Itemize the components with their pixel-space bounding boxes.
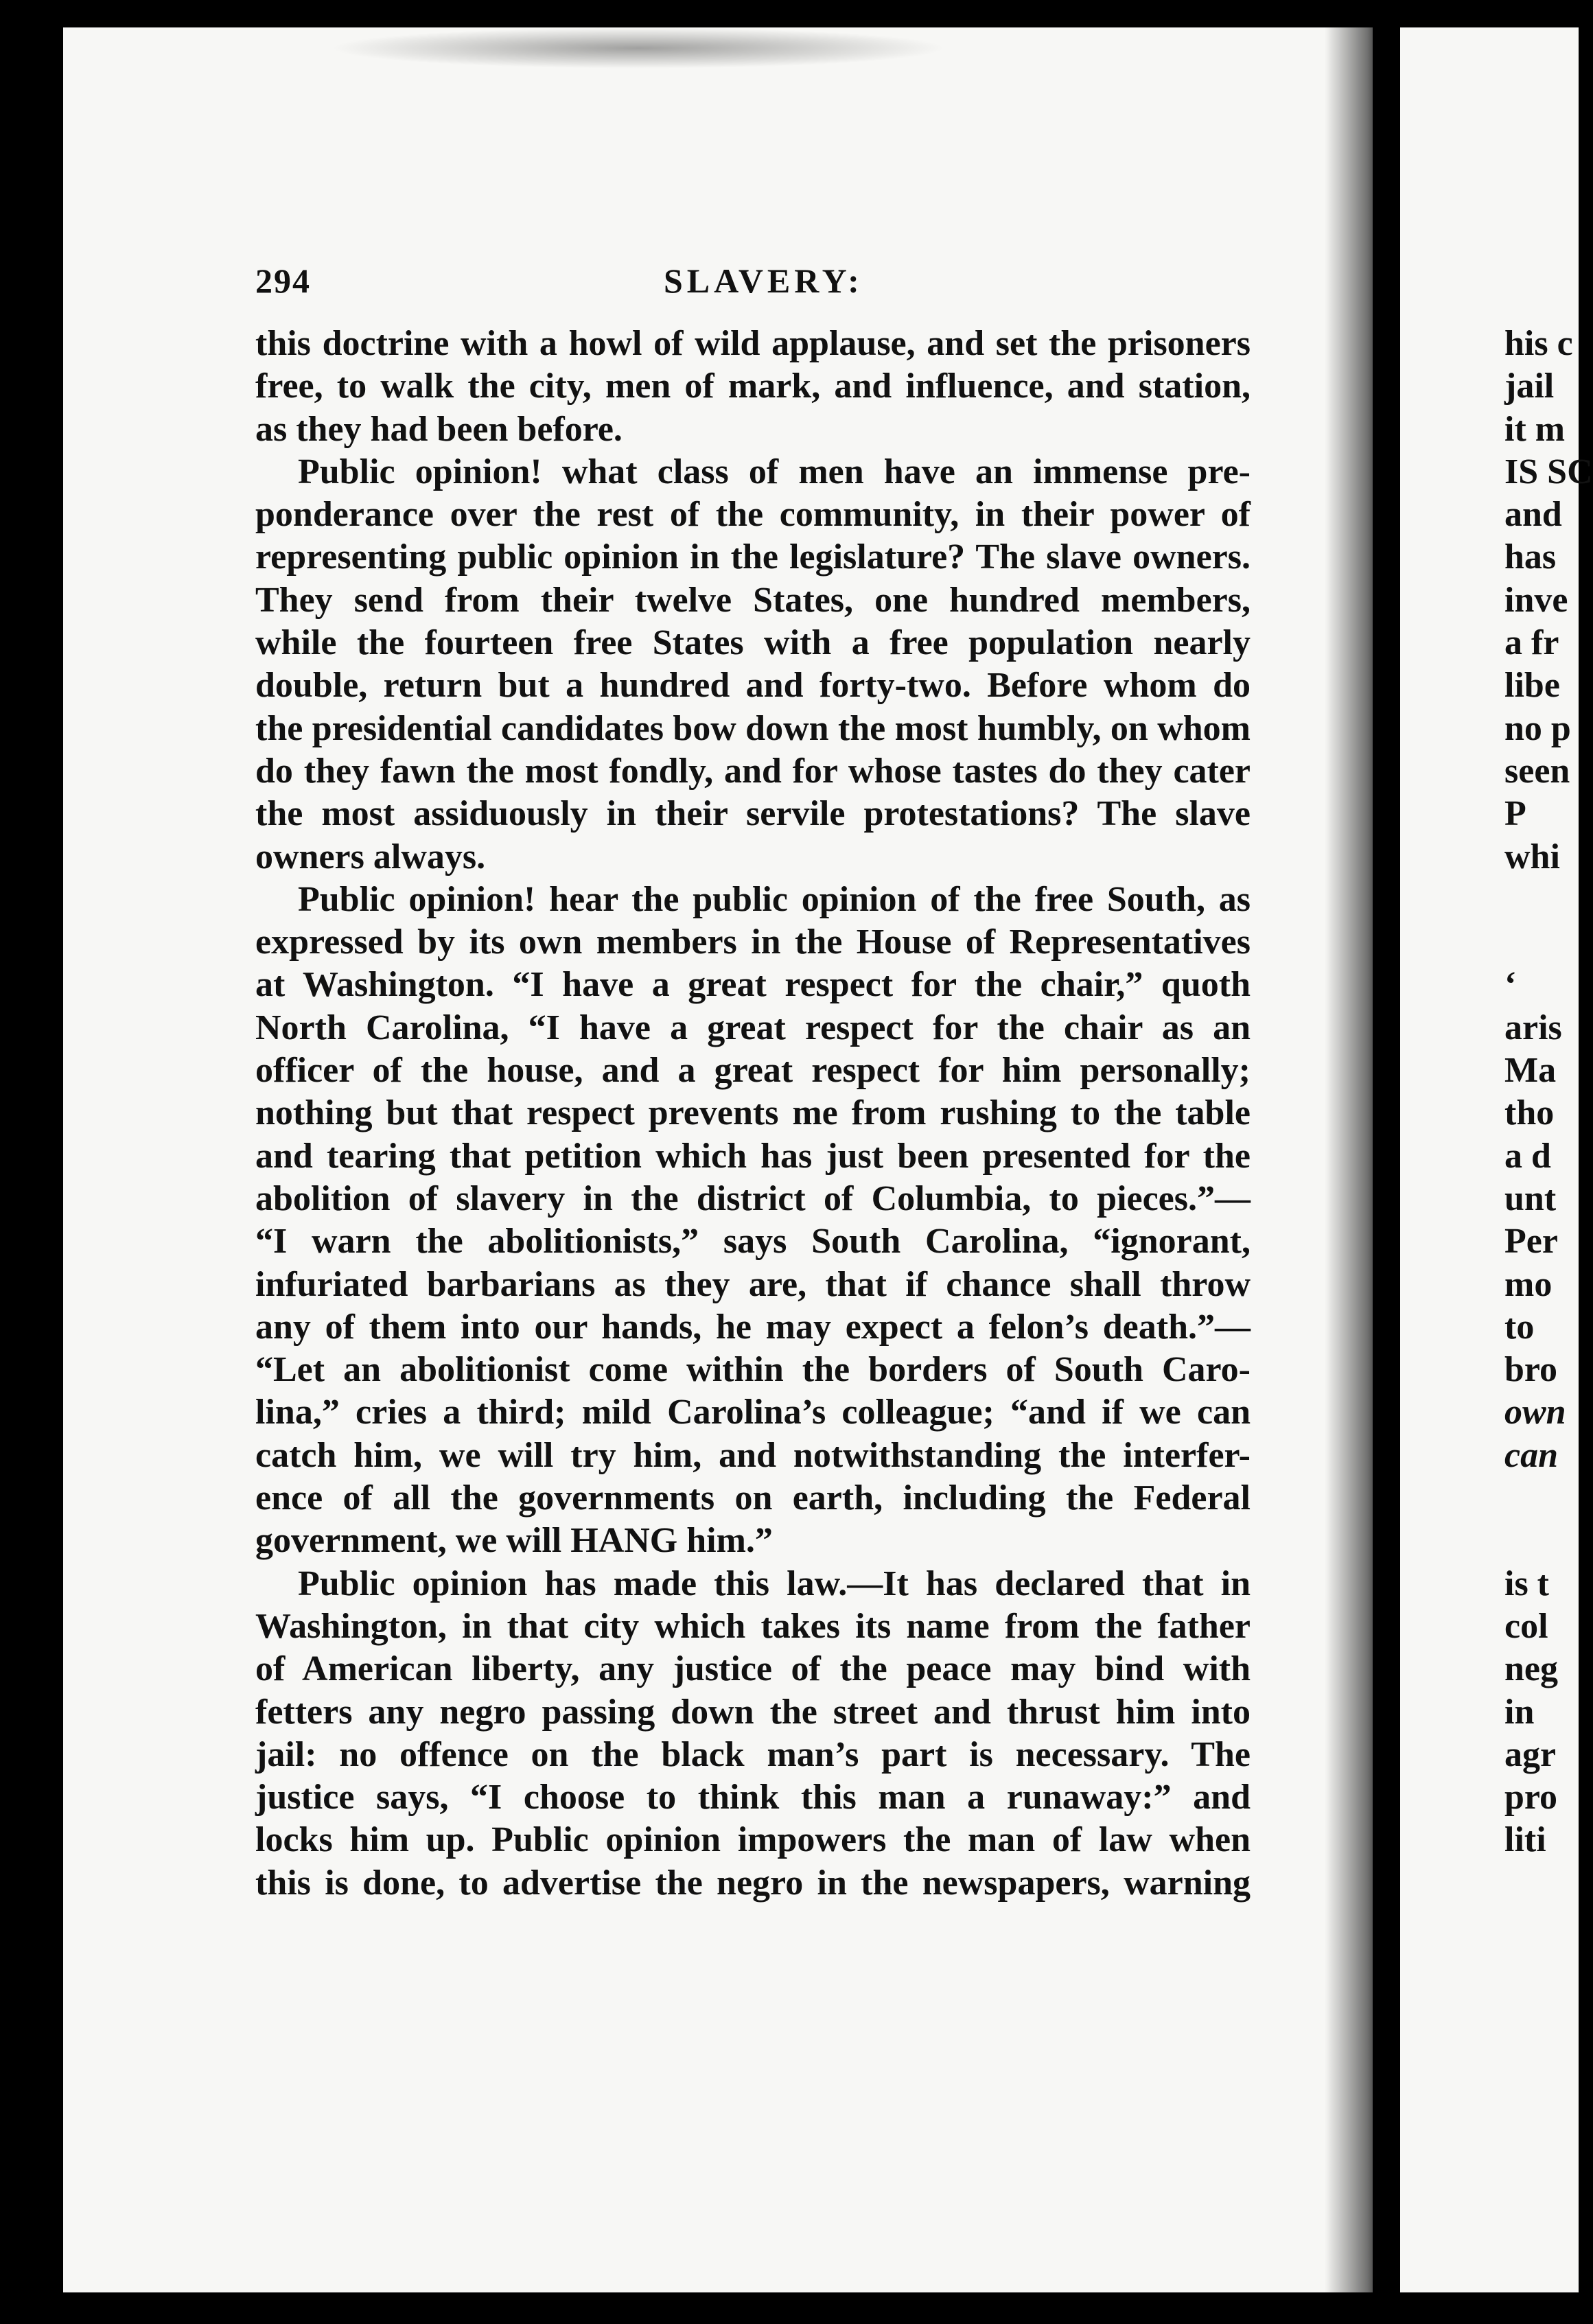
right-page-fragment: aris [1504,1008,1562,1047]
right-page-fragment [1504,1477,1568,1520]
right-page-fragment: pro [1504,1778,1558,1817]
text-line: ponderance over the rest of the community, in their power of [255,495,1251,535]
text-line: catch him, we will try him, and notwithstanding the interfer- [255,1435,1251,1475]
right-page-fragment: unt [1504,1178,1557,1218]
page-number: 294 [255,262,311,300]
text-line: abolition of slavery in the district of Columbia, to pieces.”— [255,1178,1251,1218]
text-line: fetters any negro passing down the street and thrust him into [255,1692,1251,1732]
right-page-fragment: whi [1504,837,1560,876]
right-page-fragment: agr [1504,1734,1557,1774]
right-page-fragment: mo [1504,1264,1553,1304]
text-line: “Let an abolitionist come within the borders of South Caro- [255,1350,1251,1390]
text-line: ence of all the governments on earth, including the Federal [255,1478,1251,1518]
running-head: SLAVERY: [664,262,863,300]
right-page-fragment: no p [1504,708,1571,748]
text-line: at Washington. “I have a great respect for the chair,” quoth [255,965,1251,1005]
right-page-text-fragments [1504,323,1593,1862]
text-line: any of them into our hands, he may expect a felon’s death.”— [255,1307,1251,1347]
text-line: while the fourteen free States with a free population nearly [255,623,1251,663]
text-line: officer of the house, and a great respect for him personally; [255,1051,1251,1091]
right-page-fragment: inve [1504,580,1568,620]
text-line: Public opinion! what class of men have an immense pre- [298,452,1251,491]
right-page-fragment: a d [1504,1136,1551,1176]
text-line: of American liberty, any justice of the peace may bind with [255,1649,1251,1689]
text-line: North Carolina, “I have a great respect for the chair as an [255,1008,1251,1047]
book-gutter [1325,27,1386,2292]
right-page-fragment: jail [1504,367,1555,406]
text-line: representing public opinion in the legislature? The slave owners. [255,537,1251,577]
right-page-fragment: own [1504,1393,1566,1432]
text-line: and tearing that petition which has just been presented for the [255,1136,1251,1176]
right-page-fragment: P [1504,794,1526,834]
text-line: do they fawn the most fondly, and for whose tastes do they cater [255,751,1251,791]
right-page-fragment [1504,1520,1568,1562]
text-line: the most assiduously in their servile protestations? The slave [255,794,1251,834]
text-line: free, to walk the city, men of mark, and influence, and station, [255,367,1251,406]
text-line: double, return but a hundred and forty-two. Before whom do [255,666,1251,706]
right-page-fragment: has [1504,537,1557,577]
text-line: justice says, “I choose to think this man a runaway:” and [255,1778,1251,1817]
text-line: lina,” cries a third; mild Carolina’s colleague; “and if we can [255,1393,1251,1432]
right-page-fragment: Ma [1504,1051,1557,1091]
page-header [255,261,1251,302]
right-page-fragment [1504,879,1568,921]
right-page-fragment: a fr [1504,623,1559,663]
right-page-fragment: is t [1504,1564,1549,1603]
text-line: expressed by its own members in the House of Representatives [255,922,1251,962]
scan-smudge [329,27,947,69]
right-page-fragment: liti [1504,1820,1546,1860]
right-page-fragment: and [1504,495,1562,535]
right-page-fragment: his c [1504,324,1573,363]
text-line: nothing but that respect prevents me from rushing to the table [255,1093,1251,1133]
body-text [255,323,1251,1905]
right-page-fragment: can [1504,1435,1558,1475]
text-line: Public opinion has made this law.—It has declared that in [298,1564,1251,1603]
text-line: owners always. [255,837,486,876]
text-line: Washington, in that city which takes its name from the father [255,1606,1251,1646]
right-page-fragment: to [1504,1307,1535,1347]
text-line: this is done, to advertise the negro in the newspapers, warning [255,1863,1251,1903]
right-page-fragment: in [1504,1692,1535,1732]
text-line: locks him up. Public opinion impowers the man of law when [255,1820,1251,1860]
text-line: infuriated barbarians as they are, that if chance shall throw [255,1264,1251,1304]
text-line: this doctrine with a howl of wild applause, and set the prisoners [255,324,1251,363]
text-line: as they had been before. [255,409,623,449]
right-page-fragment: Per [1504,1222,1558,1262]
text-line: jail: no offence on the black man’s part is necessary. The [255,1734,1251,1774]
right-page-fragment: ‘ [1504,965,1517,1005]
right-page-fragment: seen [1504,751,1570,791]
right-page-fragment: libe [1504,666,1560,706]
right-page-fragment: tho [1504,1093,1555,1133]
right-page-fragment: it m [1504,409,1566,449]
right-page-fragment [1504,921,1568,964]
text-line: government, we will HANG him.” [255,1521,773,1561]
text-line: Public opinion! hear the public opinion of the free South, as [298,879,1251,919]
text-line: “I warn the abolitionists,” says South Carolina, “ignorant, [255,1222,1251,1262]
right-page-fragment: bro [1504,1350,1558,1390]
text-line: the presidential candidates bow down the most humbly, on whom [255,708,1251,748]
right-page-fragment: col [1504,1606,1548,1646]
text-line: They send from their twelve States, one hundred members, [255,580,1251,620]
right-page-fragment: IS SC [1504,452,1593,491]
right-page-fragment: neg [1504,1649,1558,1689]
